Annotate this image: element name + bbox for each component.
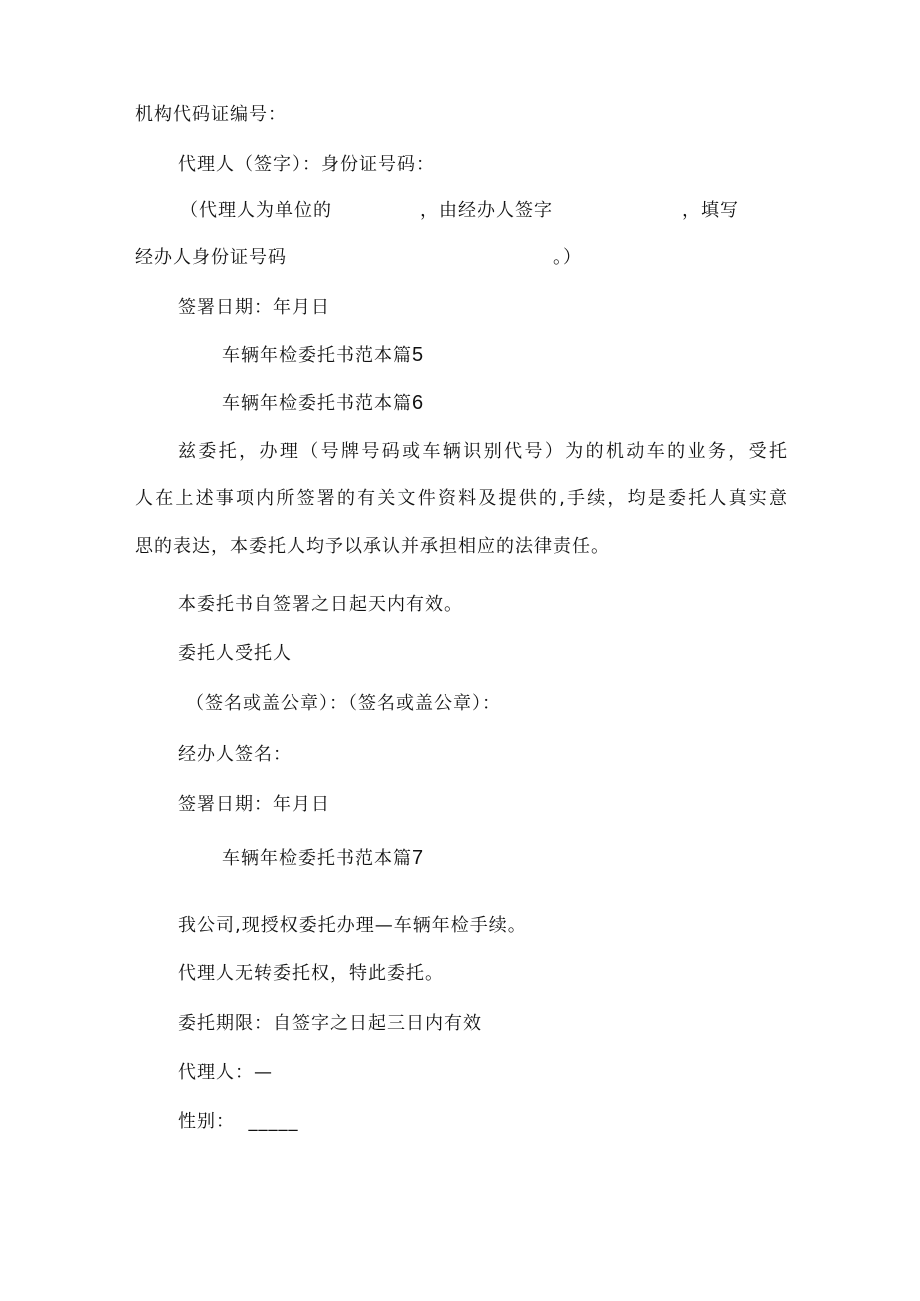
heading-template-7 bbox=[222, 846, 423, 871]
note-part-a: （代理人为单位的 bbox=[180, 200, 332, 221]
handler-signature-line: 经办人签名： bbox=[178, 744, 292, 765]
heading-template-5 bbox=[222, 343, 423, 368]
parties-line: 委托人受托人 bbox=[178, 643, 292, 664]
note-part-e: 。） bbox=[553, 247, 582, 268]
heading-7-number: 7 bbox=[412, 847, 424, 869]
seal-line: （签名或盖公章）：（签名或盖公章）： bbox=[186, 693, 501, 714]
body-paragraph-line-1: 兹委托，办理（号牌号码或车辆识别代号）为的机动车的业务，受托 bbox=[178, 441, 788, 462]
agent-line: 代理人：— bbox=[178, 1062, 273, 1083]
company-authorization-line: 我公司,现授权委托办理—车辆年检手续。 bbox=[178, 915, 527, 936]
sign-date-line-2: 签署日期：年月日 bbox=[178, 794, 330, 815]
heading-6-text: 车辆年检委托书范本篇 bbox=[222, 393, 412, 414]
sign-date-line: 签署日期：年月日 bbox=[178, 297, 330, 318]
period-line: 委托期限：自签字之日起三日内有效 bbox=[178, 1013, 482, 1034]
gender-line: 性别： _____ bbox=[178, 1111, 299, 1132]
note-part-c: ，填写 bbox=[682, 200, 739, 221]
heading-5-number: 5 bbox=[412, 344, 424, 366]
heading-7-text: 车辆年检委托书范本篇 bbox=[222, 848, 412, 869]
note-part-d: 经办人身份证号码 bbox=[135, 247, 287, 268]
no-transfer-line: 代理人无转委托权，特此委托。 bbox=[178, 963, 444, 984]
validity-line: 本委托书自签署之日起天内有效。 bbox=[178, 594, 463, 615]
heading-6-number: 6 bbox=[412, 392, 424, 414]
body-paragraph-line-2: 人在上述事项内所签署的有关文件资料及提供的,手续，均是委托人真实意 bbox=[135, 488, 788, 509]
body-paragraph-line-3: 思的表达，本委托人均予以承认并承担相应的法律责任。 bbox=[135, 536, 610, 557]
org-code-line: 机构代码证编号： bbox=[135, 104, 287, 125]
heading-template-6 bbox=[222, 391, 423, 416]
agent-signature-line: 代理人（签字）：身份证号码： bbox=[178, 154, 435, 175]
note-part-b: ，由经办人签字 bbox=[420, 200, 553, 221]
heading-5-text: 车辆年检委托书范本篇 bbox=[222, 345, 412, 366]
